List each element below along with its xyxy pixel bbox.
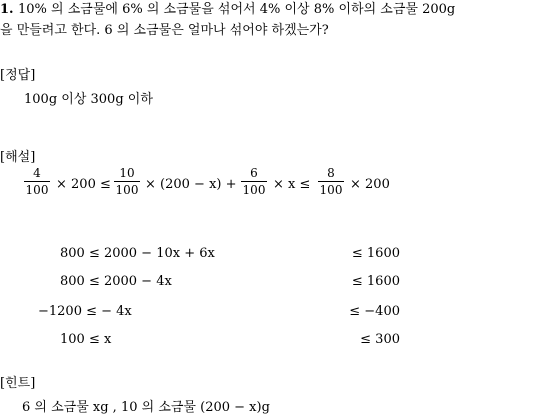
fraction-numerator: 4 (33, 166, 41, 180)
fraction-8-over-100 (318, 166, 344, 197)
step-4-right: ≤ 300 (360, 332, 400, 347)
step-4-left: 100 ≤ x (60, 332, 112, 347)
problem-line-1: 10% 의 소금물에 6% 의 소금물을 섞어서 4% 이상 8% 이하의 소금물 200g (18, 2, 456, 17)
equation-part-3: × x ≤ (273, 177, 311, 192)
equation-part-1: × 200 ≤ (56, 177, 111, 192)
step-3-left: −1200 ≤ − 4x (38, 304, 132, 319)
fraction-denominator: 100 (25, 183, 49, 197)
fraction-denominator: 100 (115, 183, 139, 197)
answer-label: [정답] (0, 68, 36, 83)
fraction-numerator: 10 (119, 166, 135, 180)
solution-label: [해설] (0, 150, 36, 165)
fraction-denominator: 100 (242, 183, 266, 197)
fraction-4-over-100 (24, 166, 50, 197)
fraction-bar (241, 181, 267, 182)
hint-label: [힌트] (0, 376, 36, 391)
fraction-numerator: 6 (250, 166, 258, 180)
hint-text: 6 의 소금물 xg , 10 의 소금물 (200 − x)g (22, 400, 270, 415)
step-3-right: ≤ −400 (349, 304, 400, 319)
fraction-numerator: 8 (327, 166, 335, 180)
fraction-bar (114, 181, 140, 182)
fraction-bar (318, 181, 344, 182)
fraction-10-over-100 (114, 166, 140, 197)
equation-part-2: × (200 − x) + (145, 177, 237, 192)
fraction-6-over-100 (241, 166, 267, 197)
problem-line-2: 을 만들려고 한다. 6 의 소금물은 얼마나 섞어야 하겠는가? (0, 23, 329, 38)
fraction-denominator: 100 (319, 183, 343, 197)
step-2-left: 800 ≤ 2000 − 4x (60, 274, 172, 289)
answer-text: 100g 이상 300g 이하 (24, 92, 153, 107)
equation-part-4: × 200 (350, 177, 390, 192)
step-1-left: 800 ≤ 2000 − 10x + 6x (60, 246, 215, 261)
step-2-right: ≤ 1600 (351, 274, 400, 289)
problem-number: 1. (0, 2, 14, 17)
fraction-bar (24, 181, 50, 182)
step-1-right: ≤ 1600 (351, 246, 400, 261)
